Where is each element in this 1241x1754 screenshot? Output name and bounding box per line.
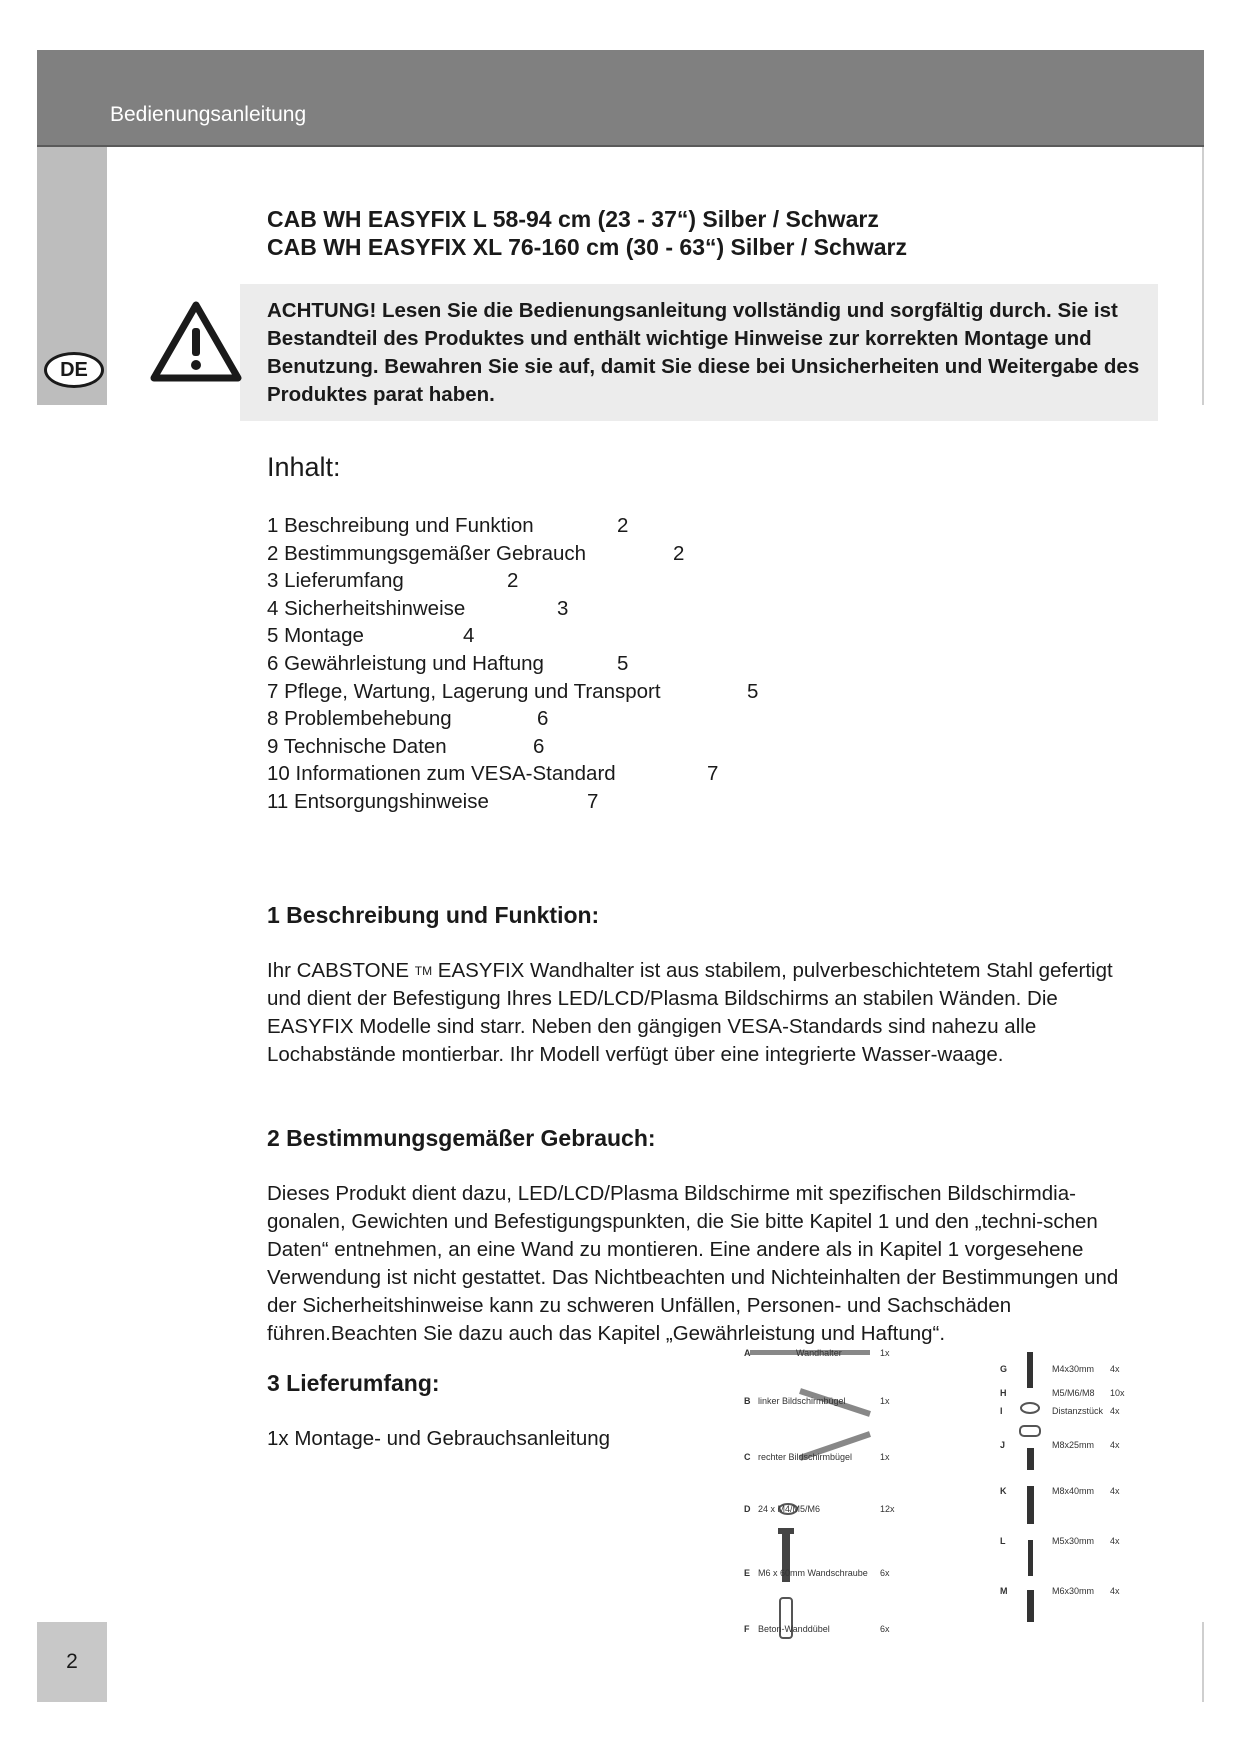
part-letter: M — [1000, 1586, 1008, 1596]
toc-page-number: 6 — [537, 707, 549, 731]
right-margin-rule — [1202, 147, 1204, 405]
part-quantity: 4x — [1110, 1440, 1120, 1450]
section-2-heading: 2 Bestimmungsgemäßer Gebrauch: — [267, 1125, 656, 1151]
trademark-symbol: TM — [414, 964, 433, 978]
section-3-text: 1x Montage- und Gebrauchsanleitung — [267, 1427, 611, 1450]
toc-title: 6 Gewährleistung und Haftung — [267, 651, 544, 675]
part-letter: I — [1000, 1406, 1003, 1416]
part-quantity: 4x — [1110, 1486, 1120, 1496]
toc-entry — [267, 733, 827, 761]
part-letter: J — [1000, 1440, 1006, 1450]
toc-title: 3 Lieferumfang — [267, 569, 404, 593]
page-number: 2 — [37, 1622, 107, 1702]
toc-title: 5 Montage — [267, 624, 364, 648]
toc-entry — [267, 650, 827, 678]
toc-page-number: 4 — [463, 624, 475, 648]
toc-page-number: 6 — [533, 734, 545, 758]
parts-drawing — [740, 1346, 1160, 1650]
part-letter: E — [744, 1568, 751, 1578]
toc-entry — [267, 705, 827, 733]
part-quantity: 12x — [880, 1504, 895, 1514]
part-name: M4x30mm — [1052, 1364, 1095, 1374]
product-title-xl: CAB WH EASYFIX XL 76-160 cm (30 - 63“) Silber / Schwarz — [267, 234, 907, 260]
toc-page-number: 2 — [507, 569, 519, 593]
table-of-contents — [267, 512, 827, 816]
part-m-screw — [1027, 1590, 1034, 1622]
header-title: Bedienungsanleitung — [110, 103, 307, 126]
toc-title: 7 Pflege, Wartung, Lagerung und Transport — [267, 679, 661, 703]
part-quantity: 10x — [1110, 1388, 1125, 1398]
warning-triangle-icon — [150, 300, 242, 382]
toc-entry — [267, 567, 827, 595]
part-letter: C — [744, 1452, 751, 1462]
part-letter: K — [1000, 1486, 1007, 1496]
part-name: linker Bildschirmbügel — [758, 1396, 846, 1406]
part-quantity: 1x — [880, 1452, 890, 1462]
part-letter: H — [1000, 1388, 1007, 1398]
part-j-screw — [1027, 1448, 1034, 1470]
part-name: M5/M6/M8 — [1052, 1388, 1095, 1398]
part-name: M8x40mm — [1052, 1486, 1095, 1496]
toc-title: 4 Sicherheitshinweise — [267, 596, 466, 620]
toc-page-number: 5 — [617, 651, 629, 675]
toc-entry — [267, 788, 827, 816]
part-letter: G — [1000, 1364, 1008, 1374]
warning-text: ACHTUNG! Lesen Sie die Bedienungsanleitung vollständig und sorgfältig durch. Sie ist Bestandteil des Produktes und enthält wichtige Hinweise zur korrekten Montage und Benutzung. Bewahren Sie sie auf, damit Sie diese bei Unsicherheiten und Weitergabe des Produktes parat haben. — [267, 299, 1140, 406]
section-1-text — [267, 957, 1147, 1069]
part-letter: B — [744, 1396, 751, 1406]
part-k-screw — [1027, 1486, 1034, 1524]
product-title-l: CAB WH EASYFIX L 58-94 cm (23 - 37“) Silber / Schwarz — [267, 206, 879, 232]
part-name: rechter Bildschirmbügel — [758, 1452, 853, 1462]
part-l-screw — [1028, 1540, 1033, 1576]
contents-heading: Inhalt: — [267, 452, 341, 482]
part-i-spacer — [1020, 1426, 1040, 1436]
part-name: 24 x M4/M5/M6 — [758, 1504, 821, 1514]
part-name: Beton-Wanddübel — [758, 1624, 830, 1634]
part-name: M6x30mm — [1052, 1586, 1095, 1596]
toc-title: 11 Entsorgungshinweise — [267, 789, 489, 813]
section-1-text-rest: EASYFIX Wandhalter ist aus stabilem, pulverbeschichtetem Stahl gefertigt und dient der Befestigung Ihres LED/LCD/Plasma Bildschirms an stabilen Wänden. Die EASYFIX Modelle sind starr. Neben den gängigen VESA-Standards sind nahezu alle Lochabstände montierbar. Ihr Modell verfügt über eine integrierte Wasser-waage. — [267, 959, 1113, 1066]
section-1-heading: 1 Beschreibung und Funktion: — [267, 902, 600, 928]
toc-page-number: 2 — [673, 541, 685, 565]
part-quantity: 4x — [1110, 1406, 1120, 1416]
toc-page-number: 7 — [707, 762, 719, 786]
part-g-screw — [1027, 1352, 1033, 1388]
toc-page-number: 5 — [747, 679, 759, 703]
right-margin-rule-bottom — [1202, 1622, 1204, 1702]
part-quantity: 6x — [880, 1624, 890, 1634]
part-quantity: 4x — [1110, 1586, 1120, 1596]
part-quantity: 4x — [1110, 1536, 1120, 1546]
part-name: Wandhalter — [796, 1348, 842, 1358]
part-letter: D — [744, 1504, 751, 1514]
toc-entry — [267, 678, 827, 706]
part-name: M8x25mm — [1052, 1440, 1095, 1450]
part-quantity: 1x — [880, 1348, 890, 1358]
toc-title: 8 Problembehebung — [267, 707, 452, 731]
part-name: M5x30mm — [1052, 1536, 1095, 1546]
toc-entry — [267, 760, 827, 788]
page-header — [37, 50, 1204, 145]
part-h-washer — [1021, 1403, 1039, 1413]
toc-page-number: 2 — [617, 514, 629, 537]
toc-entry — [267, 540, 827, 568]
section-1-text-start: Ihr CABSTONE — [267, 959, 410, 982]
toc-title: 2 Bestimmungsgemäßer Gebrauch — [267, 541, 587, 565]
part-letter: A — [744, 1348, 751, 1358]
section-3-heading: 3 Lieferumfang: — [267, 1370, 440, 1396]
toc-page-number: 7 — [587, 789, 599, 813]
language-badge: DE — [44, 352, 104, 388]
part-name: Distanzstück — [1052, 1406, 1104, 1416]
toc-title: 9 Technische Daten — [267, 734, 447, 758]
toc-entry — [267, 622, 827, 650]
part-quantity: 1x — [880, 1396, 890, 1406]
part-letter: F — [744, 1624, 750, 1634]
header-divider — [37, 145, 1204, 147]
part-quantity: 6x — [880, 1568, 890, 1578]
toc-title: 1 Beschreibung und Funktion — [267, 514, 534, 537]
section-2-text: Dieses Produkt dient dazu, LED/LCD/Plasma Bildschirme mit spezifischen Bildschirmdia-gonalen, Gewichten und Befestigungspunkten, die Sie bitte Kapitel 1 und den „techni-schen Daten“ entnehmen, an eine Wand zu montieren. Eine andere als in Kapitel 1 vorgesehene Verwendung ist nicht gestattet. Das Nichtbeachten und Nichteinhalten der Bestimmungen und der Sicherheitshinweise kann zu schweren Unfällen, Personen- und Sachschäden führen.Beachten Sie dazu auch das Kapitel „Gewährleistung und Haftung“. — [267, 1182, 1119, 1345]
toc-entry — [267, 595, 827, 623]
parts-diagram — [740, 1346, 1160, 1650]
toc-entry — [267, 512, 827, 540]
part-name: M6 x 60mm Wandschraube — [758, 1568, 868, 1578]
part-letter: L — [1000, 1536, 1006, 1546]
toc-page-number: 3 — [557, 596, 569, 620]
toc-title: 10 Informationen zum VESA-Standard — [267, 762, 616, 786]
part-quantity: 4x — [1110, 1364, 1120, 1374]
